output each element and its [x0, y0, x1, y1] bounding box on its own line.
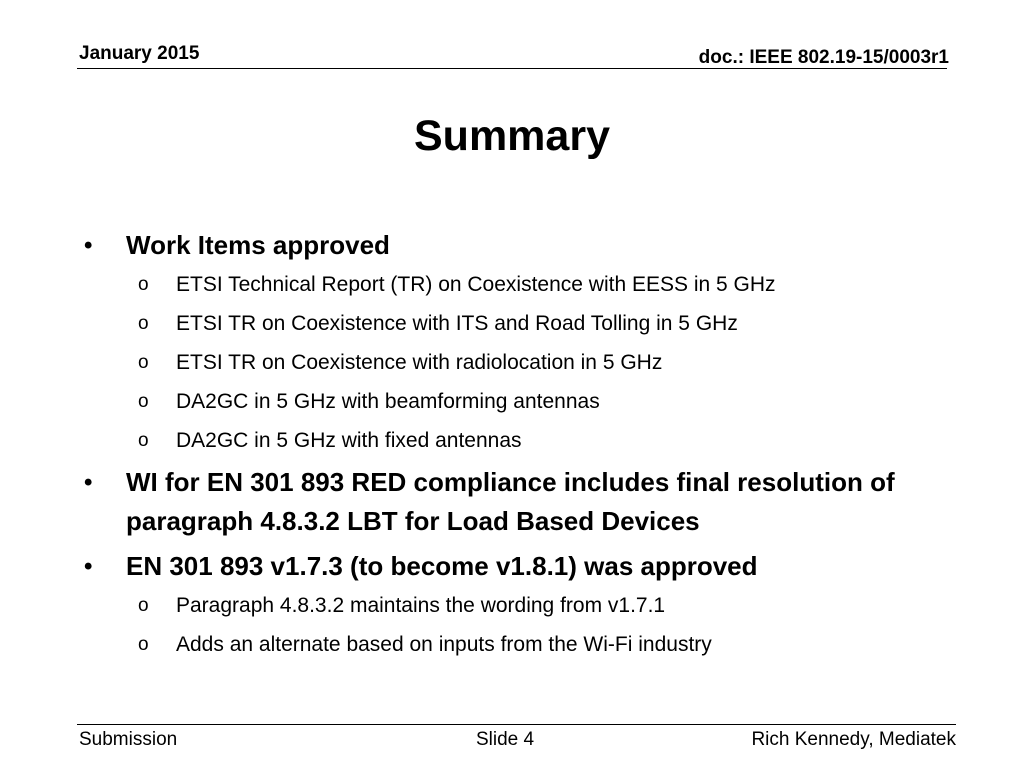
sub-bullet	[80, 625, 940, 664]
header-divider	[77, 68, 947, 69]
bullet-text: WI for EN 301 893 RED compliance includes final resolution of paragraph 4.8.3.2 LBT for Load Based Devices	[126, 467, 895, 536]
sub-bullet-text: DA2GC in 5 GHz with beamforming antennas	[176, 390, 600, 413]
footer-slide-number: Slide 4	[476, 729, 535, 750]
header-doc-id: doc.: IEEE 802.19-15/0003r1	[698, 47, 949, 68]
sub-bullet-marker: o	[138, 313, 149, 334]
bullet-work-items	[80, 226, 940, 265]
sub-bullet-text: Adds an alternate based on inputs from the Wi-Fi industry	[176, 633, 712, 656]
bullet-marker: •	[84, 469, 93, 496]
bullet-text: Work Items approved	[126, 230, 390, 260]
bullet-en-301-893-version	[80, 547, 940, 586]
bullet-marker: •	[84, 553, 93, 580]
sub-bullet-marker: o	[138, 595, 149, 616]
bullet-en-301-893-red	[80, 463, 940, 541]
header-date: January 2015	[79, 43, 200, 64]
sub-bullet-marker: o	[138, 274, 149, 295]
sub-bullet-text: DA2GC in 5 GHz with fixed antennas	[176, 429, 522, 452]
sub-bullet	[80, 265, 940, 304]
sub-bullet-text: ETSI Technical Report (TR) on Coexistence with EESS in 5 GHz	[176, 273, 776, 296]
sub-bullet	[80, 304, 940, 343]
sub-bullet	[80, 586, 940, 625]
sub-bullet-text: Paragraph 4.8.3.2 maintains the wording from v1.7.1	[176, 594, 666, 617]
sub-bullet	[80, 343, 940, 382]
sub-bullet-marker: o	[138, 430, 149, 451]
sub-bullet-text: ETSI TR on Coexistence with ITS and Road Tolling in 5 GHz	[176, 312, 738, 335]
sub-bullet-marker: o	[138, 352, 149, 373]
footer-submission: Submission	[79, 729, 178, 750]
sub-bullet-marker: o	[138, 634, 149, 655]
sub-bullet-marker: o	[138, 391, 149, 412]
footer-divider	[77, 724, 956, 725]
sub-bullet	[80, 421, 940, 460]
slide-title: Summary	[414, 112, 610, 160]
bullet-marker: •	[84, 232, 93, 259]
sub-bullet	[80, 382, 940, 421]
bullet-text: EN 301 893 v1.7.3 (to become v1.8.1) was approved	[126, 551, 758, 581]
footer-author: Rich Kennedy, Mediatek	[751, 729, 956, 750]
sub-bullet-text: ETSI TR on Coexistence with radiolocation in 5 GHz	[176, 351, 663, 374]
slide-content	[80, 226, 940, 664]
